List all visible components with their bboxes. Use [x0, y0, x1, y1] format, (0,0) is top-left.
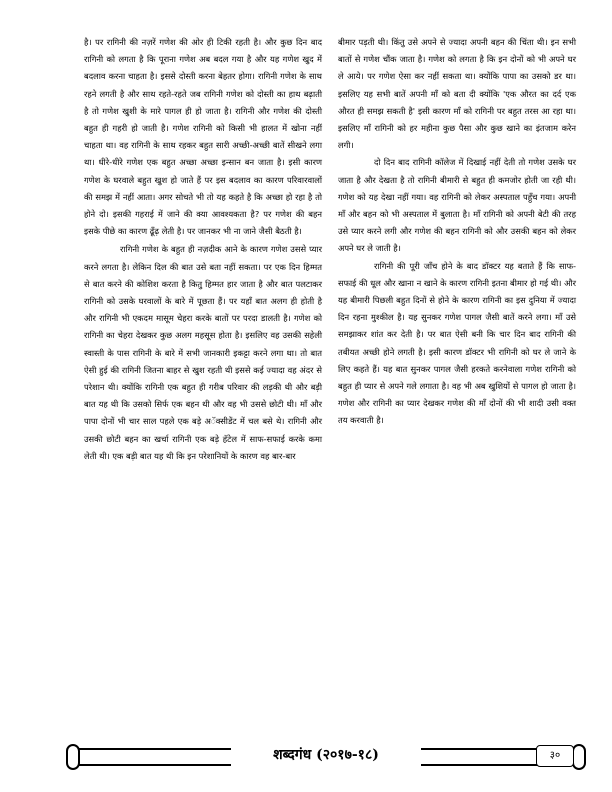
paragraph: रागिनी गणेश के बहुत ही नज़दीक आने के कारण गणेश उससे प्यार करने लगता है। लेकिन दिल की बात उसे बता नहीं सकता। पर एक दिन हिम्मत से बात करने की कोशिश करता है कितु हिम्मत हार जाता है और बात पलटाकर रागिनी को उसके घरवालों के बारे में पूछता हैं। पर यहाँ बात अलग ही होती है और रागिनी भी एकदम मासूम चेहरा करके बातों पर परदा डालती है। गणेश को रागिनी का चेहरा देखकर कुछ अलग महसूस होता है। इसलिए वह उसकी सहेली स्वास्ती के पास रागिनी के बारे में सभी जानकारी इकट्टा करने लगा था। तो बात ऐसी हुई की रागिनी जितना बाहर से खुश रहती थी इससे कई ज्यादा वह अंदर से परेशान थी। क्योंकि रागिनी एक बहुत ही गरीब परिवार की लड़की थी और बड़ी बात यह थी कि उसको सिर्फ एक बहन थी और वह भी उससे छोटी थी। माँ और पापा दोनों भी चार साल पहले एक बड़े अॅक्सीडेंट में चल बसे थे। रागिनी और उसकी छोटी बहन का खर्चा रागिनी एक बड़े हॅटेल में साफ-सफाई करके कमा लेती थी। एक बड़ी बात यह थी कि इन परेशानियों के कारण वह बार-बार — [84, 244, 322, 461]
paragraph: है। पर रागिनी की नज़रें गणेश की ओर ही टिकी रहती है। और कुछ दिन बाद रागिनी को लगता है कि पूराना गणेश अब बदल गया है और यह गणेश खुद में बदलाव करना चाहता है। इससे दोस्ती करना बेहतर होगा। रागिनी गणेश के साथ रहने लगती है और साथ रहते-रहते जब रागिनी गणेश को दोस्ती का हाथ बढ़ाती है तो गणेश खुशी के मारे पागल ही हो जाता है। रागिनी और गणेश की दोस्ती बहुत ही गहरी हो जाती है। गणेश रागिनी को किसी भी हालत में खोना नहीं चाहता था। वह रागिनी के साथ रहकर बहुत सारी अच्छी-अच्छी बातें सीखने लगा था। धीरे-धीरे गणेश एक बहुत अच्छा अच्छा इन्सान बन जाता है। इसी कारण गणेश के घरवाले बहुत खुश हो जाते हैं पर इस बदलाव का कारण परिवारवालों की समझ में नहीं आता। अगर सोचते भी तो यह कहते है कि अच्छा हो रहा है तो होने दो। इसकी गहराई में जाने की क्या आवश्यकता है? पर गणेश की बहन इसके पीछे का कारण ढूँढ़ लेती है। पर जानकर भी ना जाने जैसी बैठती है। — [84, 37, 322, 237]
scroll-end-left — [66, 744, 80, 770]
left-column — [84, 34, 322, 465]
page-number: ३० — [536, 745, 574, 767]
footer-banner — [66, 740, 586, 774]
paragraph: बीमार पड़ती थी। किंतु उसे अपने से ज्यादा अपनी बहन की चिंता थी। इन सभी बातों से गणेश चौंक जाता है। गणेश को लगता है कि इन दोनों को भी अपने घर ले आये। पर गणेश ऐसा कर नहीं सकता था। क्योंकि पापा का उसको डर था। इसलिए यह सभी बातें अपनी माँ को बता दी क्योंकि 'एक औरत का दर्द एक औरत ही समझ सकती है' इसी कारण माँ को रागिनी पर बहुत तरस आ रहा था। इसलिए माँ रागिनी को हर महीना कुछ पैसा और कुछ खाने का इंतजाम करेन लगी। — [338, 37, 576, 151]
scroll-end-right — [572, 744, 586, 770]
paragraph: दो दिन बाद रागिनी कॉलेज में दिखाई नहीं देती तो गणेश उसके घर जाता है और देखता है तो रागिनी बीमारी से बहुत ही कमजोर होती जा रही थी। गणेश को यह देखा नहीं गया। वह रागिनी को लेकर अस्पताल पहुँच गया। अपनी माँ और बहन को भी अस्पताल में बुलाता है। माँ रागिनी को अपनी बेटी की तरह उसे प्यार करने लगी और गणेश की बहन रागिनी को और उसकी बहन को लेकर अपने घर ले जाती है। — [338, 157, 576, 254]
paragraph: रागिनी की पूरी जाँच होने के बाद डॉक्टर यह बताते हैं कि साफ-सफाई की धूल और खाना न खाने के कारण रागिनी इतना बीमार हो गई थी। और यह बीमारी पिछली बहुत दिनों से होने के कारण रागिनी का इस दुनिया में ज्यादा दिन रहना मुश्कील है। यह सुनकर गणेश पागल जैसी बातें करने लगा। माँ उसे समझाकर शांत कर देती है। पर बात ऐसी बनी कि चार दिन बाद रागिनी की तबीयत अच्छी होने लगती है। इसी कारण डॉक्टर भी रागिनी को घर ले जाने के लिए कहते हैं। यह बात सुनकर पागल जैसी हरकते करनेवाला गणेश रागिनी को बहुत ही प्यार से अपने गले लगाता है। वह भी अब खुशियों से पागल हो जाता है। गणेश और रागिनी का प्यार देखकर गणेश की माँ दोनों की भी शादी उसी वक्त तय करवाती है। — [338, 260, 576, 426]
right-column — [338, 34, 576, 430]
magazine-title: शब्दगंध (२०१७-१८) — [231, 743, 421, 767]
